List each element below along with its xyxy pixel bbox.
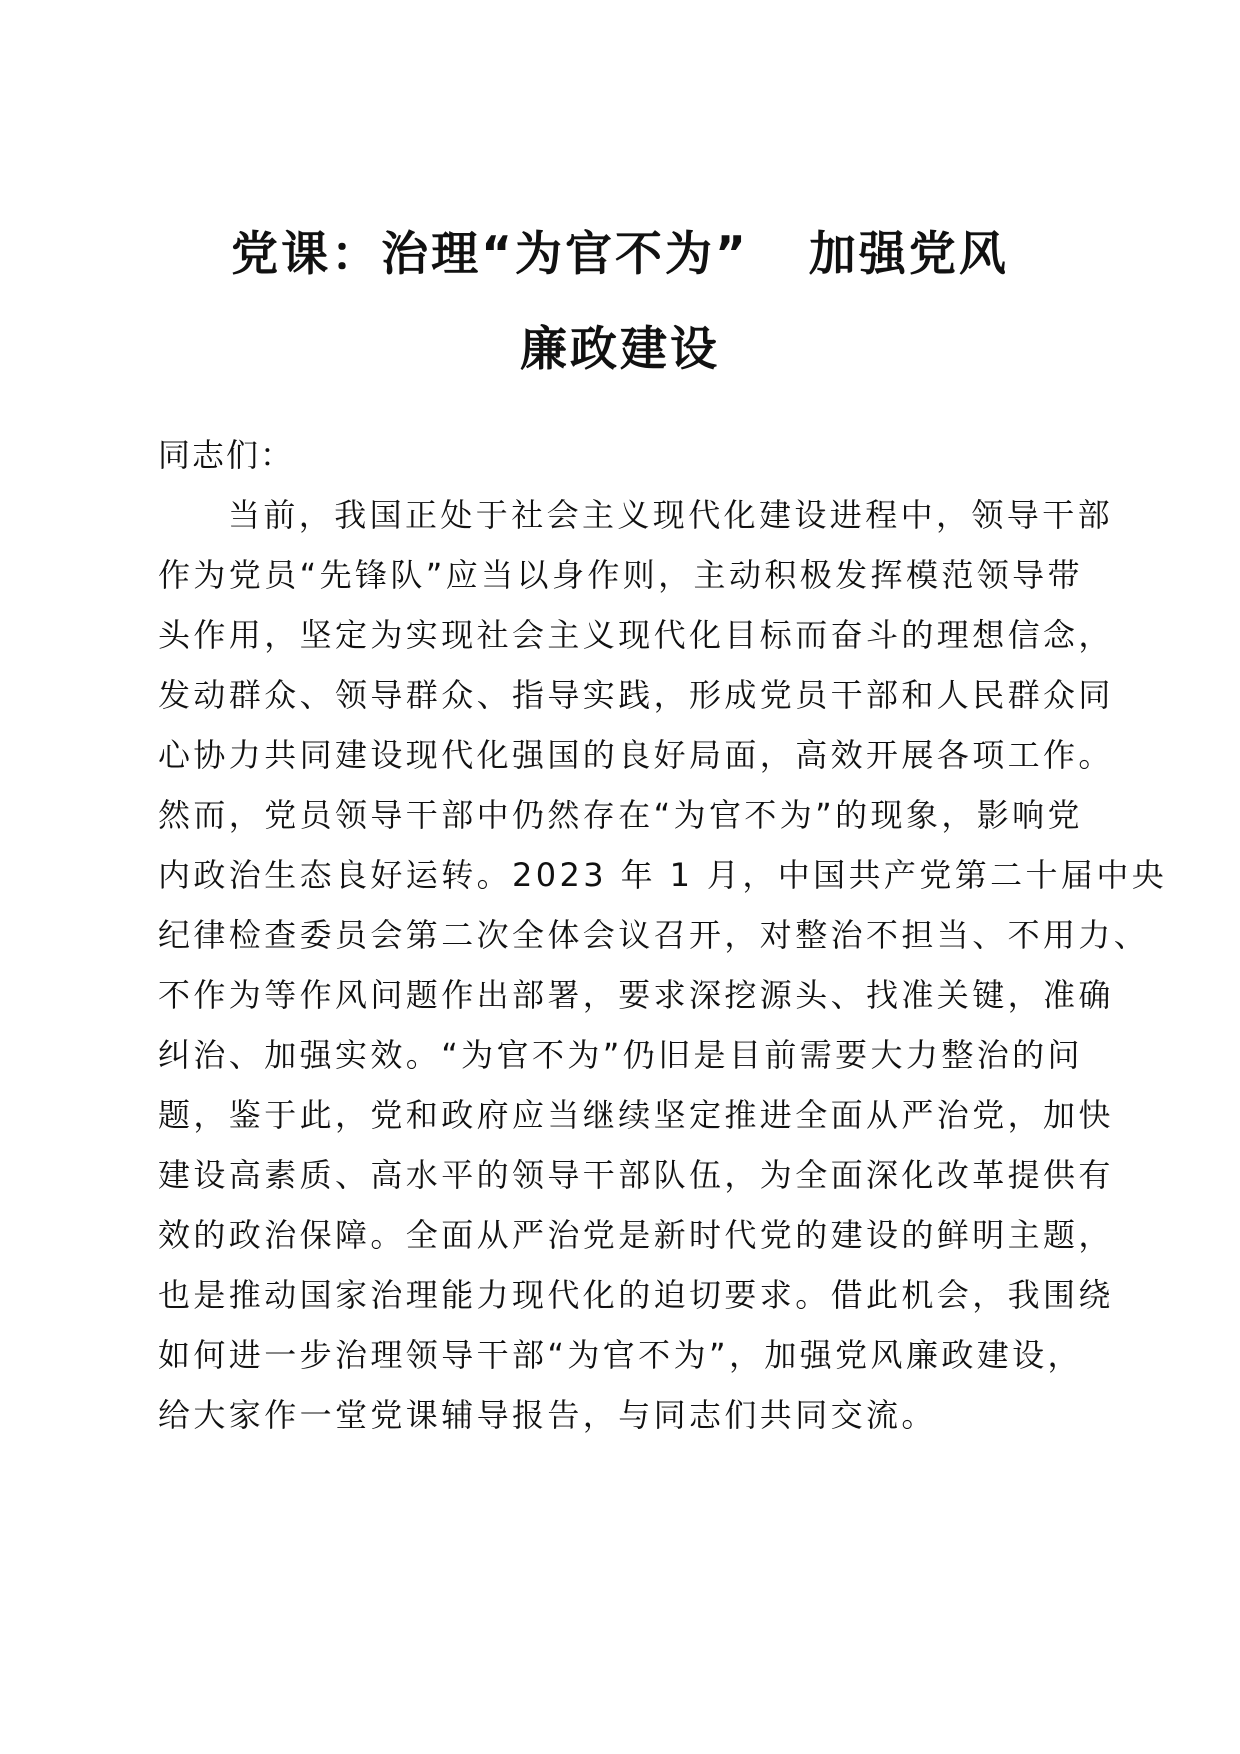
body-line: 纠治、加强实效。“为官不为”仍旧是目前需要大力整治的问 [158, 1036, 1083, 1074]
body-line: 当前，我国正处于社会主义现代化建设进程中，领导干部 [228, 496, 1114, 534]
body-line: 内政治生态良好运转。2023 年 1 月，中国共产党第二十届中央 [158, 856, 1168, 894]
body-line: 给大家作一堂党课辅导报告，与同志们共同交流。 [158, 1396, 937, 1434]
document-title-line-2: 廉政建设 [520, 322, 720, 377]
body-line: 纪律检查委员会第二次全体会议召开，对整治不担当、不用力、 [158, 916, 1150, 954]
body-line: 题，鉴于此，党和政府应当继续坚定推进全面从严治党，加快 [158, 1096, 1114, 1134]
body-line: 发动群众、领导群众、指导实践，形成党员干部和人民群众同 [158, 676, 1114, 714]
document-title-line-1 [0, 225, 1240, 285]
title-main-part: 党课：治理“为官不为” [231, 227, 749, 282]
body-line: 也是推动国家治理能力现代化的迫切要求。借此机会，我围绕 [158, 1276, 1114, 1314]
body-line: 作为党员“先锋队”应当以身作则，主动积极发挥模范领导带 [158, 556, 1083, 594]
body-line: 建设高素质、高水平的领导干部队伍，为全面深化改革提供有 [158, 1156, 1114, 1194]
body-line: 头作用，坚定为实现社会主义现代化目标而奋斗的理想信念， [158, 616, 1114, 654]
salutation: 同志们： [158, 436, 295, 474]
body-line: 效的政治保障。全面从严治党是新时代党的建设的鲜明主题， [158, 1216, 1114, 1254]
body-line: 如何进一步治理领导干部“为官不为”，加强党风廉政建设， [158, 1336, 1083, 1374]
body-line: 不作为等作风问题作出部署，要求深挖源头、找准关键，准确 [158, 976, 1114, 1014]
body-line: 心协力共同建设现代化强国的良好局面，高效开展各项工作。 [158, 736, 1114, 774]
title-secondary-part: 加强党风 [808, 227, 1009, 282]
body-line: 然而，党员领导干部中仍然存在“为官不为”的现象，影响党 [158, 796, 1083, 834]
